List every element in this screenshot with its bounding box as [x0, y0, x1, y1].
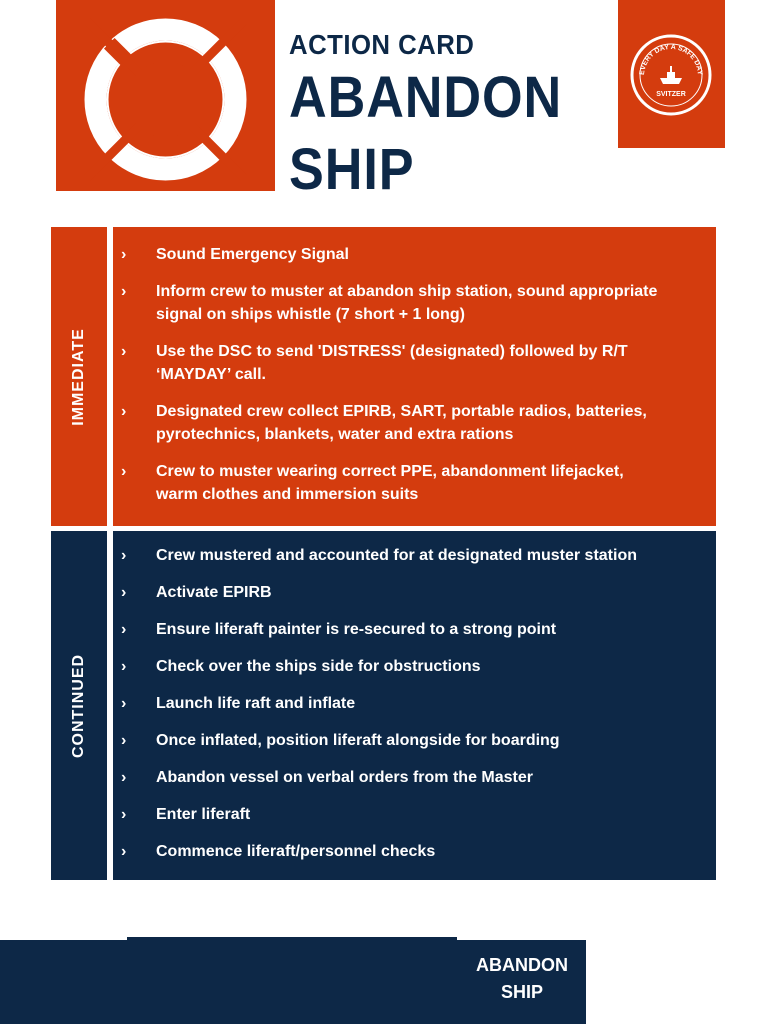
- chevron-right-icon: ›: [121, 403, 127, 420]
- footer-title-line1: ABANDON: [476, 955, 568, 975]
- immediate-list: [113, 243, 716, 506]
- list-item: › Crew to muster wearing correct PPE, abandonment lifejacket, warm clothes and immersion suits: [113, 460, 716, 506]
- chevron-right-icon: ›: [121, 283, 127, 300]
- chevron-right-icon: ›: [121, 584, 127, 601]
- immediate-side-tab: [51, 227, 107, 526]
- brand-box: [618, 0, 725, 148]
- card-subtitle: ACTION CARD: [289, 29, 475, 60]
- svitzer-logo: [630, 34, 712, 116]
- chevron-right-icon: ›: [121, 547, 127, 564]
- chevron-right-icon: ›: [121, 806, 127, 823]
- list-item: › Sound Emergency Signal: [113, 243, 716, 266]
- list-item: › Launch life raft and inflate: [113, 692, 716, 715]
- chevron-right-icon: ›: [121, 769, 127, 786]
- list-item: › Inform crew to muster at abandon ship station, sound appropriate signal on ships whistle (7 short + 1 long): [113, 280, 716, 326]
- chevron-right-icon: ›: [121, 732, 127, 749]
- list-item: › Once inflated, position liferaft alongside for boarding: [113, 729, 716, 752]
- brand-text-top: EVERY DAY A SAFE DAY: [638, 43, 704, 76]
- lifebuoy-icon: [84, 18, 247, 181]
- list-item: › Ensure liferaft painter is re-secured to a strong point: [113, 618, 716, 641]
- continued-label: CONTINUED: [70, 653, 87, 758]
- continued-side-tab: [51, 531, 107, 880]
- list-item: › Check over the ships side for obstructions: [113, 655, 716, 678]
- list-item: › Commence liferaft/personnel checks: [113, 840, 716, 863]
- list-item: › Designated crew collect EPIRB, SART, portable radios, batteries, pyrotechnics, blankets, water and extra rations: [113, 400, 716, 446]
- header-logo-box: [56, 0, 275, 191]
- card-title-line2: SHIP: [289, 137, 415, 202]
- footer-title: [458, 952, 586, 1006]
- chevron-right-icon: ›: [121, 463, 127, 480]
- chevron-right-icon: ›: [121, 658, 127, 675]
- list-item: › Abandon vessel on verbal orders from the Master: [113, 766, 716, 789]
- chevron-right-icon: ›: [121, 246, 127, 263]
- list-item: › Crew mustered and accounted for at designated muster station: [113, 544, 716, 567]
- list-item: › Enter liferaft: [113, 803, 716, 826]
- list-item: › Activate EPIRB: [113, 581, 716, 604]
- chevron-right-icon: ›: [121, 343, 127, 360]
- chevron-right-icon: ›: [121, 843, 127, 860]
- card-title-line1: ABANDON: [289, 65, 563, 130]
- chevron-right-icon: ›: [121, 695, 127, 712]
- brand-text-bottom: SVITZER: [656, 91, 686, 98]
- chevron-right-icon: ›: [121, 621, 127, 638]
- continued-list: [113, 544, 716, 863]
- footer-title-line2: SHIP: [500, 982, 543, 1002]
- list-item: › Use the DSC to send 'DISTRESS' (designated) followed by R/T ‘MAYDAY’ call.: [113, 340, 716, 386]
- immediate-label: IMMEDIATE: [70, 327, 87, 426]
- title-block: [289, 28, 592, 206]
